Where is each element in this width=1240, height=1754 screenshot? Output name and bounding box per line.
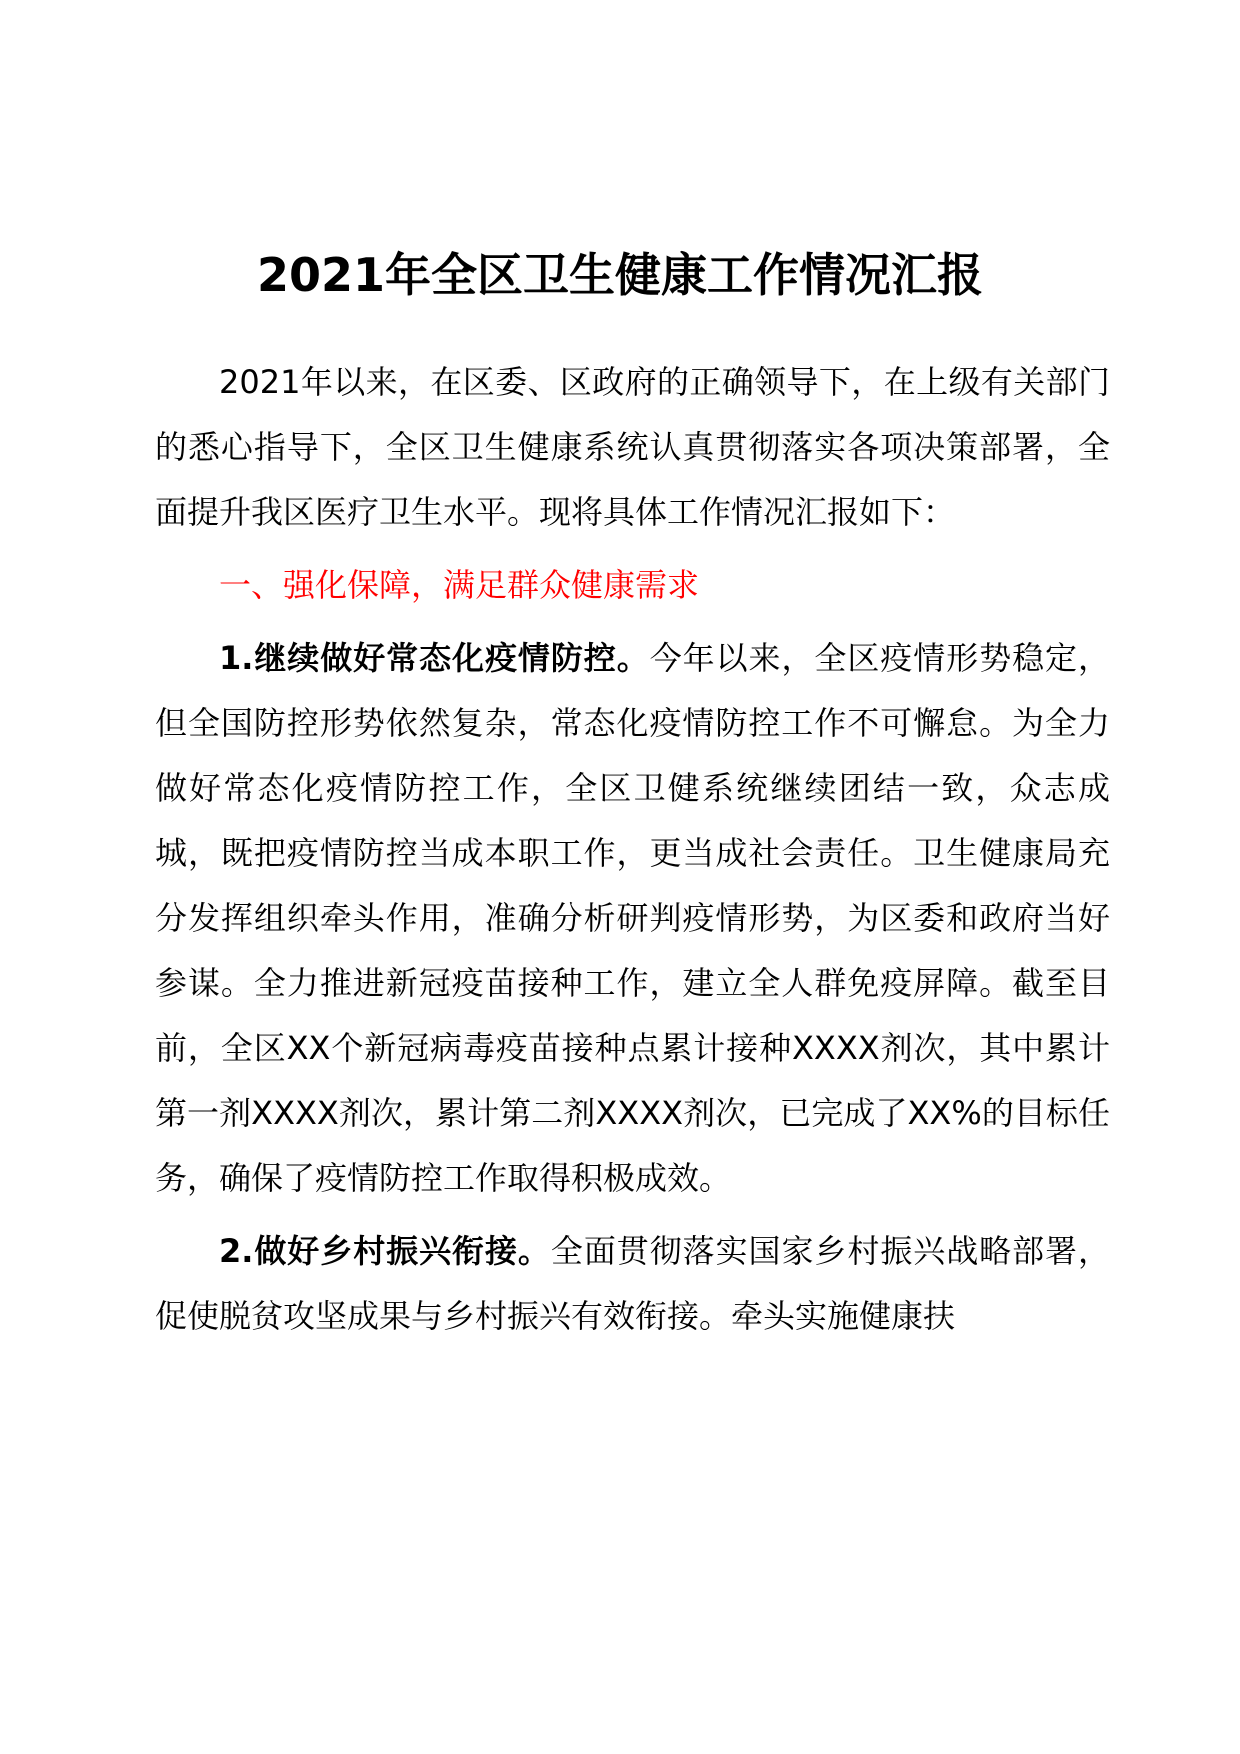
item-paragraph-1	[155, 626, 1110, 1211]
item-text-1: 今年以来，全区疫情形势稳定，但全国防控形势依然复杂，常态化疫情防控工作不可懈怠。为全力做好常态化疫情防控工作，全区卫健系统继续团结一致，众志成城，既把疫情防控当成本职工作，更当成社会责任。卫生健康局充分发挥组织牵头作用，准确分析研判疫情形势，为区委和政府当好参谋。全力推进新冠疫苗接种工作，建立全人群免疫屏障。截至目前，全区XX个新冠病毒疫苗接种点累计接种XXXX剂次，其中累计第一剂XXXX剂次，累计第二剂XXXX剂次，已完成了XX%的目标任务，确保了疫情防控工作取得积极成效。	[155, 639, 1110, 1197]
item-paragraph-2	[155, 1219, 1110, 1349]
item-text-2: 全面贯彻落实国家乡村振兴战略部署，促使脱贫攻坚成果与乡村振兴有效衔接。牵头实施健康扶	[155, 1232, 1110, 1335]
item-lead-1: 1.继续做好常态化疫情防控。	[219, 639, 650, 677]
document-body	[155, 350, 1110, 1357]
section-heading: 一、强化保障，满足群众健康需求	[219, 566, 700, 604]
item-lead-2: 2.做好乡村振兴衔接。	[219, 1232, 551, 1270]
document-title: 2021年全区卫生健康工作情况汇报	[256, 248, 984, 302]
intro-paragraph: 2021年以来，在区委、区政府的正确领导下，在上级有关部门的悉心指导下，全区卫生健康系统认真贯彻落实各项决策部署，全面提升我区医疗卫生水平。现将具体工作情况汇报如下：	[155, 363, 1110, 531]
